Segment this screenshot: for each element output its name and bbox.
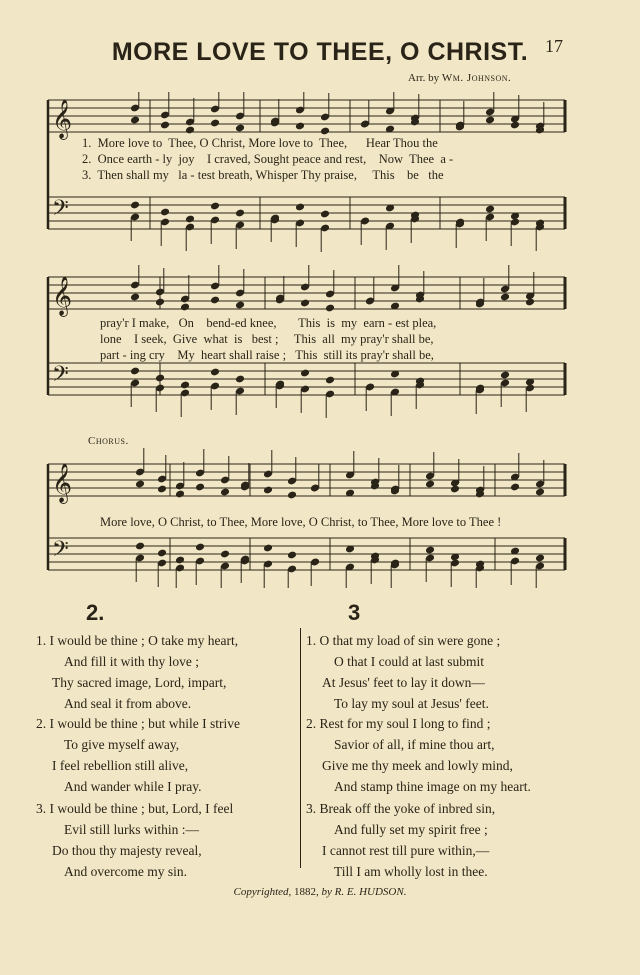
treble-clef-icon: 𝄞 (52, 99, 73, 139)
note-head (535, 488, 545, 497)
stanza-line: 3. Break off the yoke of inbred sin, (306, 801, 496, 816)
stanza-line: To lay my soul at Jesus' feet. (334, 696, 489, 711)
note-head (155, 298, 165, 307)
note-head (535, 554, 545, 563)
hymn-title: MORE LOVE TO THEE, O CHRIST. (111, 38, 529, 66)
stanza-line: 1. I would be thine ; O take my heart, (36, 633, 239, 648)
stanza-line: 1. O that my load of sin were gone ; (306, 633, 501, 648)
note-head (160, 208, 170, 217)
note-head (135, 542, 145, 551)
note-head (300, 369, 310, 378)
note-head (500, 371, 510, 380)
note-head (235, 209, 245, 218)
stanza-line: Evil still lurks within :— (64, 822, 200, 837)
lyric-line: 1. More love to Thee, O Christ, More love to Thee, Hear Thou the (82, 136, 438, 150)
note-head (500, 293, 510, 302)
stanza-line: O that I could at last submit (334, 654, 484, 669)
note-head (195, 483, 205, 492)
note-head (450, 485, 460, 494)
note-head (210, 368, 220, 377)
note-head (175, 490, 185, 499)
bass-clef-icon: 𝄢 (52, 196, 69, 226)
note-head (235, 375, 245, 384)
stanza-line: At Jesus' feet to lay it down— (322, 675, 485, 690)
note-head (235, 124, 245, 133)
note-head (485, 205, 495, 214)
stanza-line: Do thou thy majesty reveal, (52, 843, 202, 858)
stanza-line: And wander while I pray. (64, 779, 202, 794)
note-head (510, 483, 520, 492)
stanza-line: Savior of all, if mine thou art, (334, 737, 495, 752)
stanza-line: Give me thy meek and lowly mind, (322, 758, 513, 773)
lyric-line: 3. Then shall my la - test breath, Whisper Thy praise, This be the (82, 168, 444, 182)
note-head (180, 381, 190, 390)
note-head (525, 298, 535, 307)
note-head (210, 202, 220, 211)
note-head (287, 491, 297, 500)
column-divider (300, 628, 301, 868)
stanza-line: And stamp thine image on my heart. (334, 779, 531, 794)
note-head (155, 374, 165, 383)
chorus-label: Chorus. (88, 435, 129, 447)
stanza-line: 2. Rest for my soul I long to find ; (306, 716, 491, 731)
note-head (185, 215, 195, 224)
note-head (210, 119, 220, 128)
note-head (220, 488, 230, 497)
note-head (175, 556, 185, 565)
stanza-line: And fill it with thy love ; (64, 654, 199, 669)
stanza-line: 3. I would be thine ; but, Lord, I feel (36, 801, 234, 816)
note-head (295, 203, 305, 212)
stanza-line: And seal it from above. (64, 696, 192, 711)
stanza-line: And overcome my sin. (64, 864, 187, 879)
note-head (130, 293, 140, 302)
lyric-line: pray'r I make, On bend-ed knee, This is my earn - est plea, (100, 316, 437, 330)
stanza-line: I feel rebellion still alive, (52, 758, 189, 773)
stanza-line: Till I am wholly lost in thee. (334, 864, 488, 879)
bass-clef-icon: 𝄢 (52, 537, 69, 567)
verse-3-number: 3 (348, 600, 361, 625)
note-head (157, 485, 167, 494)
treble-clef-icon: 𝄞 (52, 463, 73, 503)
arranger-credit (408, 72, 511, 84)
note-head (135, 480, 145, 489)
lyric-line: part - ing cry My heart shall raise ; This still its pray'r shall be, (100, 348, 434, 362)
lyric-line: 2. Once earth - ly joy I craved, Sought peace and rest, Now Thee a - (82, 152, 454, 166)
chorus-lyric-line: More love, O Christ, to Thee, More love, O Christ, to Thee, More love to Thee ! (100, 515, 502, 529)
note-head (130, 367, 140, 376)
treble-clef-icon: 𝄞 (52, 276, 73, 316)
lyric-line: lone I seek, Give what is best ; This all my pray'r shall be, (100, 332, 434, 346)
note-head (157, 549, 167, 558)
copyright-by: by (321, 886, 332, 898)
note-head (325, 376, 335, 385)
arranger-prefix: Arr. by (408, 72, 440, 84)
note-head (160, 121, 170, 130)
arranger-name: Wm. Johnson. (441, 72, 512, 84)
note-head (130, 201, 140, 210)
note-head (235, 301, 245, 310)
note-head (263, 486, 273, 495)
note-head (425, 480, 435, 489)
note-head (263, 544, 273, 553)
note-head (210, 296, 220, 305)
verse-2-number: 2. (86, 600, 105, 625)
note-head (185, 126, 195, 135)
note-head (287, 551, 297, 560)
note-head (320, 210, 330, 219)
copyright-year: 1882, (294, 886, 319, 898)
note-head (325, 304, 335, 313)
note-head (130, 116, 140, 125)
note-head (510, 121, 520, 130)
note-head (485, 116, 495, 125)
note-head (320, 127, 330, 136)
stanza-line: To give myself away, (64, 737, 180, 752)
page-number: 17 (545, 36, 563, 56)
note-head (220, 550, 230, 559)
note-head (300, 299, 310, 308)
note-head (195, 543, 205, 552)
copyright-holder: R. E. HUDSON. (334, 886, 407, 898)
note-head (180, 303, 190, 312)
bass-clef-icon: 𝄢 (52, 362, 69, 392)
note-head (295, 122, 305, 131)
note-head (425, 546, 435, 555)
stanza-line: I cannot rest till pure within,— (322, 843, 490, 858)
stanza-line: Thy sacred image, Lord, impart, (52, 675, 227, 690)
stanza-line: 2. I would be thine ; but while I strive (36, 716, 240, 731)
stanza-line: And fully set my spirit free ; (334, 822, 488, 837)
copyright-notice (0, 886, 640, 898)
copyright-prefix: Copyrighted, (233, 886, 292, 898)
